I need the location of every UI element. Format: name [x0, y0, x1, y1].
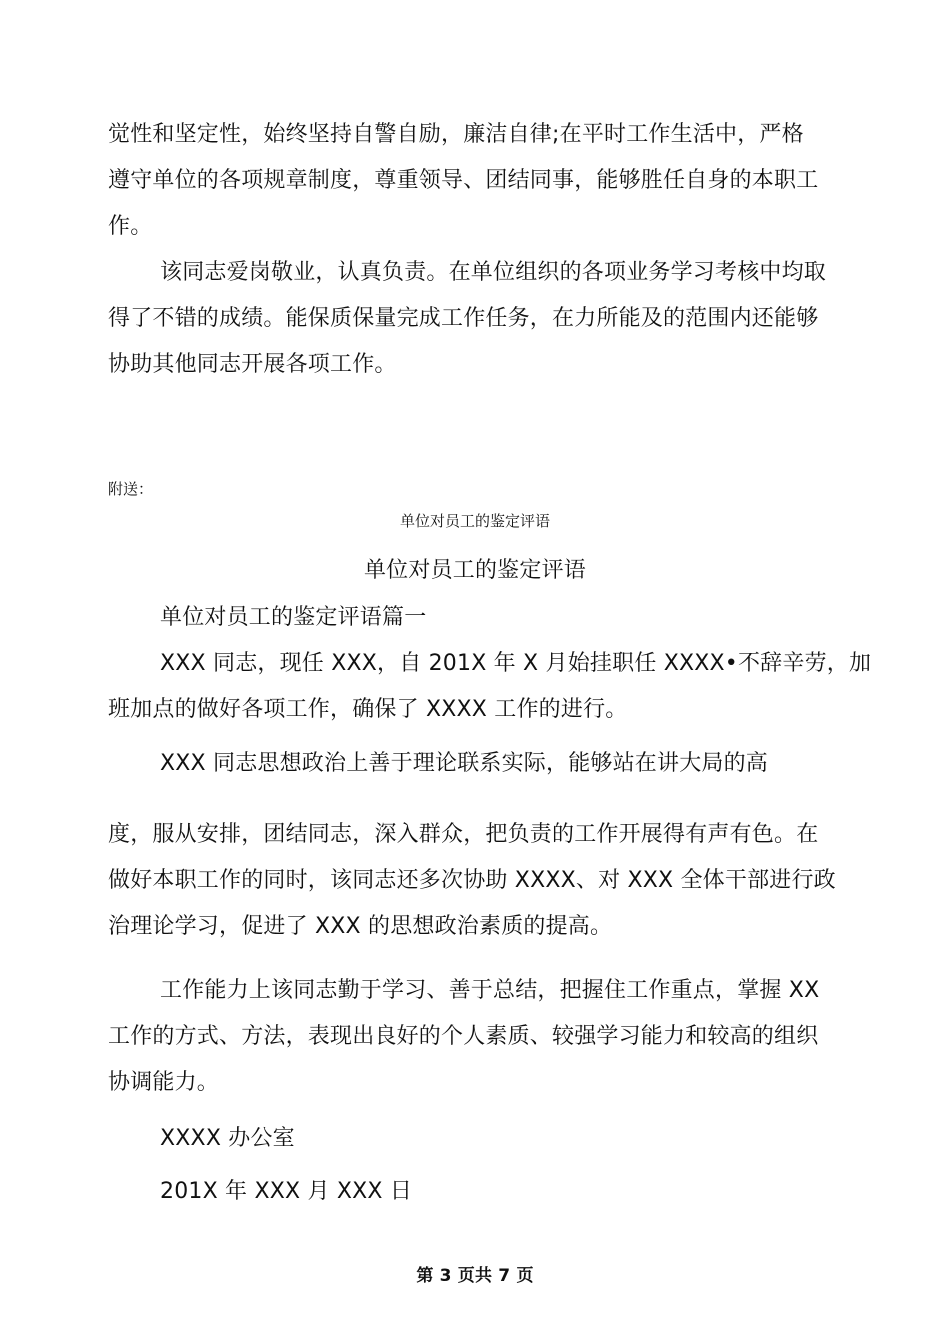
- small-title: 单位对员工的鉴定评语: [399, 512, 550, 530]
- main-title: 单位对员工的鉴定评语: [363, 558, 586, 583]
- paragraph-4-line-2: 度，服从安排，团结同志，深入群众，把负责的工作开展得有声有色。在: [108, 822, 819, 847]
- paragraph-1-line-3: 作。: [108, 214, 153, 239]
- page-footer: 第 3 页共 7 页: [416, 1266, 534, 1286]
- section-title: 单位对员工的鉴定评语篇一: [160, 605, 427, 630]
- paragraph-4-line-1: XXX 同志思想政治上善于理论联系实际，能够站在讲大局的高: [160, 751, 769, 776]
- paragraph-5-line-3: 协调能力。: [108, 1070, 220, 1095]
- paragraph-5-line-2: 工作的方式、方法，表现出良好的个人素质、较强学习能力和较高的组织: [108, 1024, 819, 1049]
- paragraph-3-line-2: 班加点的做好各项工作，确保了 XXXX 工作的进行。: [108, 697, 628, 722]
- attachment-label: 附送：: [108, 480, 154, 498]
- paragraph-2-line-1: 该同志爱岗敬业，认真负责。在单位组织的各项业务学习考核中均取: [160, 260, 827, 285]
- paragraph-1-line-2: 遵守单位的各项规章制度，尊重领导、团结同事，能够胜任自身的本职工: [108, 168, 819, 193]
- paragraph-4-line-3: 做好本职工作的同时，该同志还多次协助 XXXX、对 XXX 全体干部进行政: [108, 868, 836, 893]
- paragraph-1-line-1: 觉性和坚定性，始终坚持自警自励，廉洁自律;在平时工作生活中，严格: [108, 122, 804, 147]
- paragraph-2-line-2: 得了不错的成绩。能保质保量完成工作任务，在力所能及的范围内还能够: [108, 306, 819, 331]
- paragraph-3-line-1: XXX 同志，现任 XXX，自 201X 年 X 月始挂职任 XXXX•不辞辛劳，加: [160, 651, 872, 676]
- paragraph-4-line-4: 治理论学习，促进了 XXX 的思想政治素质的提高。: [108, 914, 613, 939]
- paragraph-5-line-1: 工作能力上该同志勤于学习、善于总结，把握住工作重点，掌握 XX: [160, 978, 820, 1003]
- paragraph-2-line-3: 协助其他同志开展各项工作。: [108, 352, 397, 377]
- signature: XXXX 办公室: [160, 1126, 295, 1151]
- date: 201X 年 XXX 月 XXX 日: [160, 1179, 413, 1204]
